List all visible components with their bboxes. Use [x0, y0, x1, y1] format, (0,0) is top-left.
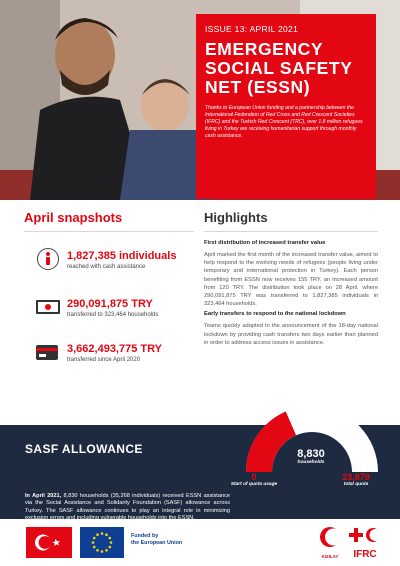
footer: [0, 519, 400, 566]
title-line-2: SOCIAL SAFETY: [205, 58, 353, 78]
eu-star-icon: [96, 533, 99, 536]
snapshot-value: 1,827,385 individuals: [67, 250, 177, 262]
eu-star-icon: [93, 537, 96, 540]
gauge-value: 8,830: [297, 448, 325, 460]
hero-title-box: [196, 14, 376, 199]
eu-flag-icon: [80, 527, 124, 558]
ifrc-name: IFRC: [353, 549, 377, 560]
sasf-text-body: 8,830 households (35,268 individuals) received ESSN assistance via the Social Assistance and Solidarity Foundation (SASF) allowance across Turkey. The SASF allowance continues to play an integral role in minimizing: [25, 493, 230, 514]
title-line-1: EMERGENCY: [205, 39, 324, 59]
highlight-heading: Early transfers to respond to the national lockdown: [204, 311, 346, 318]
gauge-value-label: households: [297, 460, 325, 465]
snapshot-item: [24, 248, 199, 278]
person-icon: [35, 248, 61, 270]
card-icon: [35, 341, 61, 363]
sasf-text-lead: In April 2021,: [25, 493, 62, 499]
page-title: [205, 40, 367, 97]
kizilay-name: KIZILAY: [321, 554, 339, 559]
eu-star-icon: [93, 546, 96, 549]
gauge-fill: [246, 411, 296, 472]
eu-star-icon: [101, 550, 104, 553]
eu-star-icon: [108, 546, 111, 549]
eu-caption-line-1: Funded by: [131, 533, 159, 539]
gauge-start-label: [230, 472, 278, 488]
sasf-title: SASF ALLOWANCE: [25, 442, 143, 456]
snapshots-title: April snapshots: [24, 210, 123, 225]
eu-funding-caption: [131, 533, 182, 546]
issue-label: ISSUE 13: APRIL 2021: [205, 24, 299, 34]
gauge-total-caption: total quota: [343, 482, 369, 487]
eu-caption-line-2: the European Union: [131, 539, 183, 546]
eu-star-icon: [110, 541, 113, 544]
snapshots-section: [24, 210, 194, 232]
snapshot-caption: reached with cash assistance: [67, 264, 146, 270]
gauge-total-label: [334, 472, 378, 488]
snapshots-divider: [24, 231, 194, 232]
snapshot-value: 290,091,875 TRY: [67, 298, 153, 310]
hero-subtitle: Thanks to European Union funding and a partnership between the International Federation of Red Cross and Red Crescent Societies (IFRC) and the Turkish Red Crescent (TRC), over 1.8 million refugees living in Turkey are receiving humanitarian support through monthly cash assistance.: [205, 105, 363, 139]
eu-star-icon: [101, 532, 104, 535]
snapshot-caption: transferred since April 2020: [67, 357, 141, 363]
banknote-icon: [35, 296, 61, 318]
eu-star-icon: [105, 533, 108, 536]
highlights-title: Highlights: [204, 210, 268, 225]
snapshot-value: 3,662,493,775 TRY: [67, 343, 162, 355]
highlights-section: [204, 210, 378, 347]
snapshot-item: [24, 341, 199, 371]
ifrc-logo: [349, 526, 381, 560]
eu-star-icon: [108, 537, 111, 540]
gauge-total-value: 23,879: [342, 472, 370, 482]
gauge-start-value: 0: [251, 472, 257, 482]
eu-star-icon: [105, 549, 108, 552]
snapshot-item: [24, 296, 199, 326]
turkey-flag-icon: [26, 527, 72, 558]
crescent-icon: [318, 525, 342, 549]
highlight-paragraph: Teams quickly adapted to the announcement of the 18-day national lockdown by providing cash transfers two days earlier than planned in order to address access issues in assistance.: [204, 323, 378, 346]
kizilay-logo: [318, 525, 342, 559]
title-line-3: NET (ESSN): [205, 77, 311, 97]
eu-star-icon: [96, 549, 99, 552]
gauge-center-label: [292, 448, 330, 466]
gauge-start-caption: Start of quota usage: [230, 482, 278, 487]
highlights-divider: [204, 231, 378, 232]
cross-crescent-icon: [349, 526, 381, 544]
snapshot-caption: transferred to 323,464 households: [67, 312, 159, 318]
highlight-paragraph: April marked the first month of the increased transfer value, aimed to help respond to the evolving needs of refugees (people living under temporary and international protection in Turkey). Each person benefiting from ESSN now receives 155 TRY, an increased amount from 120 TRY. The distribution took place on 28 April, where 290,091,875 TRY was transferred to 1,827,385 individuals in 323,464 households.: [204, 252, 378, 308]
highlight-heading: First distribution of increased transfer value: [204, 240, 326, 246]
eu-star-icon: [92, 541, 95, 544]
hero-photo: [0, 0, 400, 200]
